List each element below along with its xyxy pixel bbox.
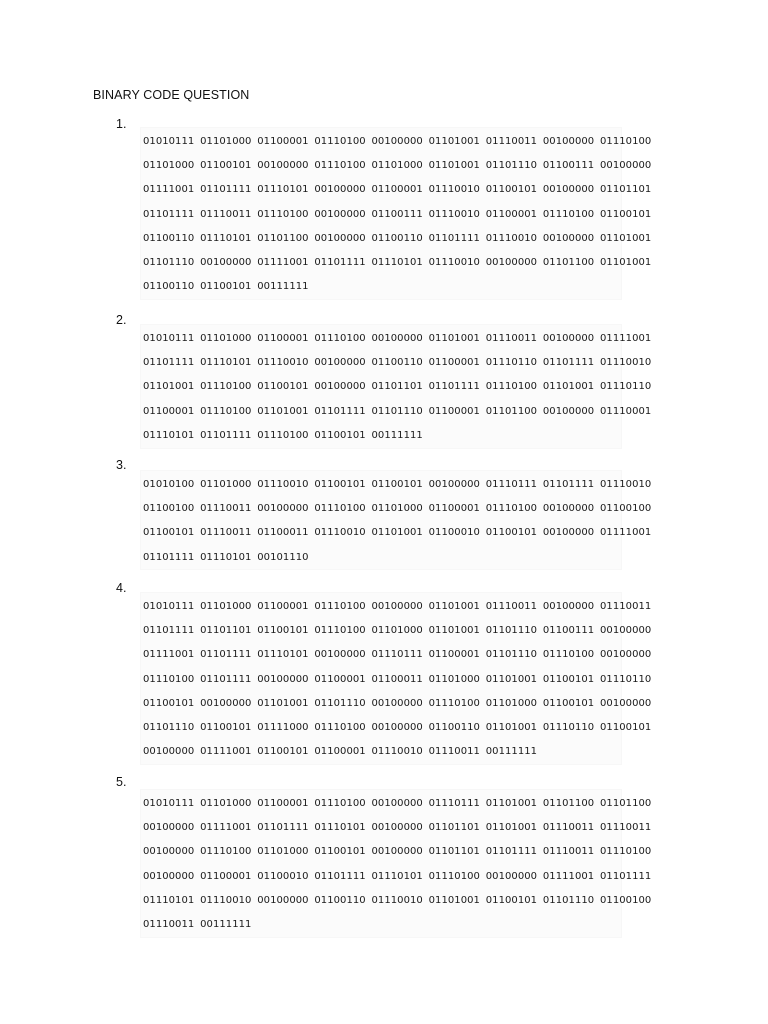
binary-line: 01110101 01101111 01110100 01100101 00111111 bbox=[143, 429, 423, 441]
binary-code-image bbox=[140, 592, 652, 765]
binary-line: 01010111 01101000 01100001 01110100 00100000 01101001 01110011 00100000 01110100 bbox=[143, 136, 652, 147]
binary-line: 01010111 01101000 01100001 01110100 00100000 01101001 01110011 00100000 01110011 bbox=[143, 601, 652, 612]
binary-line: 01010111 01101000 01100001 01110100 00100000 01110111 01101001 01101100 01101100 bbox=[143, 798, 652, 809]
question-number: 4. bbox=[116, 581, 127, 595]
binary-line: 01101111 01110101 01110010 00100000 01100110 01100001 01110110 01101111 01110010 bbox=[143, 357, 652, 369]
question-number: 5. bbox=[116, 775, 127, 789]
question-number: 2. bbox=[116, 313, 127, 327]
binary-line: 00100000 01111001 01101111 01110101 00100000 01101101 01101001 01110011 01110011 bbox=[143, 822, 652, 834]
binary-line: 01101000 01100101 00100000 01110100 01101000 01101001 01101110 01100111 00100000 bbox=[143, 160, 652, 172]
binary-line: 01110011 00111111 bbox=[143, 918, 252, 930]
binary-code-image bbox=[140, 789, 652, 938]
question-number: 3. bbox=[116, 458, 127, 472]
binary-line: 01111001 01101111 01110101 00100000 01110111 01100001 01101110 01110100 00100000 bbox=[143, 649, 652, 661]
binary-line: 01101111 01110101 00101110 bbox=[143, 551, 309, 563]
binary-line: 01101110 00100000 01111001 01101111 01110101 01110010 00100000 01101100 01101001 bbox=[143, 256, 652, 268]
binary-line: 00100000 01110100 01101000 01100101 00100000 01101101 01101111 01110011 01110100 bbox=[143, 846, 652, 858]
binary-code-image bbox=[140, 470, 652, 570]
binary-code-image bbox=[140, 127, 652, 300]
binary-line: 01101111 01110011 01110100 00100000 01100111 01110010 01100001 01110100 01100101 bbox=[143, 208, 652, 220]
binary-code-image bbox=[140, 324, 652, 449]
binary-line: 01101110 01100101 01111000 01110100 00100000 01100110 01101001 01110110 01100101 bbox=[143, 721, 652, 733]
binary-line: 01111001 01101111 01110101 00100000 01100001 01110010 01100101 00100000 01101101 bbox=[143, 184, 652, 196]
binary-line: 01101111 01101101 01100101 01110100 01101000 01101001 01101110 01100111 00100000 bbox=[143, 625, 652, 637]
binary-line: 01101001 01110100 01100101 00100000 01101101 01101111 01110100 01101001 01110110 bbox=[143, 381, 652, 393]
binary-line: 01100100 01110011 00100000 01110100 01101000 01100001 01110100 00100000 01100100 bbox=[143, 503, 652, 515]
binary-line: 01100001 01110100 01101001 01101111 01101110 01100001 01101100 00100000 01110001 bbox=[143, 405, 652, 417]
binary-line: 01010100 01101000 01110010 01100101 01100101 00100000 01110111 01101111 01110010 bbox=[143, 479, 652, 490]
binary-line: 01100110 01100101 00111111 bbox=[143, 281, 309, 293]
binary-line: 01110100 01101111 00100000 01100001 01100011 01101000 01101001 01100101 01110110 bbox=[143, 673, 652, 685]
binary-line: 00100000 01111001 01100101 01100001 01110010 01110011 00111111 bbox=[143, 746, 538, 758]
binary-line: 01010111 01101000 01100001 01110100 00100000 01101001 01110011 00100000 01111001 bbox=[143, 333, 652, 344]
binary-line: 01110101 01110010 00100000 01100110 01110010 01101001 01100101 01101110 01100100 bbox=[143, 894, 652, 906]
binary-line: 00100000 01100001 01100010 01101111 01110101 01110100 00100000 01111001 01101111 bbox=[143, 870, 652, 882]
binary-line: 01100101 00100000 01101001 01101110 00100000 01110100 01101000 01100101 00100000 bbox=[143, 697, 652, 709]
binary-line: 01100101 01110011 01100011 01110010 01101001 01100010 01100101 00100000 01111001 bbox=[143, 527, 652, 539]
binary-line: 01100110 01110101 01101100 00100000 01100110 01101111 01110010 00100000 01101001 bbox=[143, 232, 652, 244]
question-number: 1. bbox=[116, 117, 127, 131]
document-title: BINARY CODE QUESTION bbox=[93, 88, 250, 102]
